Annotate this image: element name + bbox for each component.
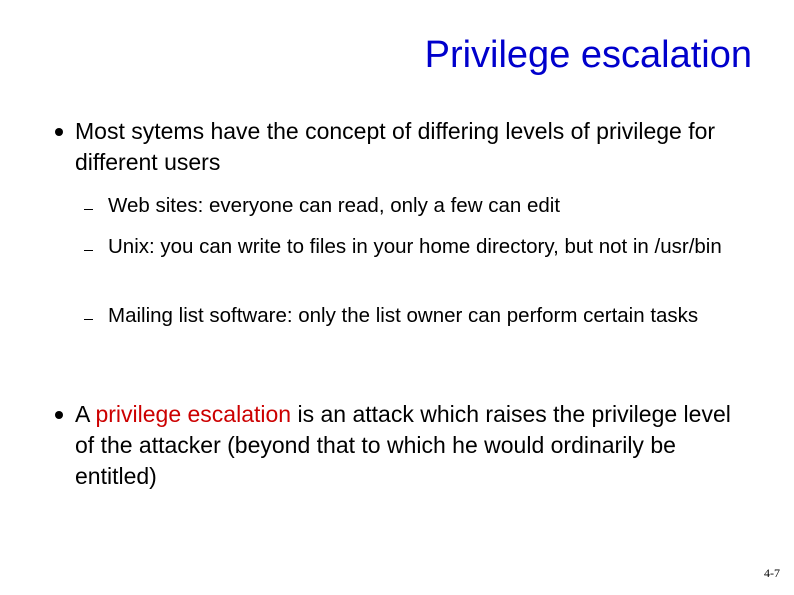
dash-icon <box>84 250 93 251</box>
subitem-web-sites: Web sites: everyone can read, only a few can edit <box>108 194 561 217</box>
definition-prefix: A <box>75 401 96 427</box>
dash-icon <box>84 319 93 320</box>
highlighted-term: privilege escalation <box>95 401 292 427</box>
subitem-unix: Unix: you can write to files in your home directory, but not in /usr/bin <box>108 235 722 258</box>
page-number: 4-7 <box>764 566 780 580</box>
subitem-mailing-list: Mailing list software: only the list owner can perform certain tasks <box>108 304 699 327</box>
dash-icon <box>84 209 93 210</box>
bullet-dot-icon <box>55 128 63 136</box>
slide-title: Privilege escalation <box>424 34 752 76</box>
bullet-item-privilege-levels: Most sytems have the concept of differing levels of privilege for different users <box>75 118 716 175</box>
bullet-dot-icon <box>55 411 63 419</box>
definition-text: is an attack which raises the privilege level of the attacker (beyond that to which he would ordinarily be entitled) <box>75 401 731 489</box>
bullet-item-definition <box>75 399 755 492</box>
